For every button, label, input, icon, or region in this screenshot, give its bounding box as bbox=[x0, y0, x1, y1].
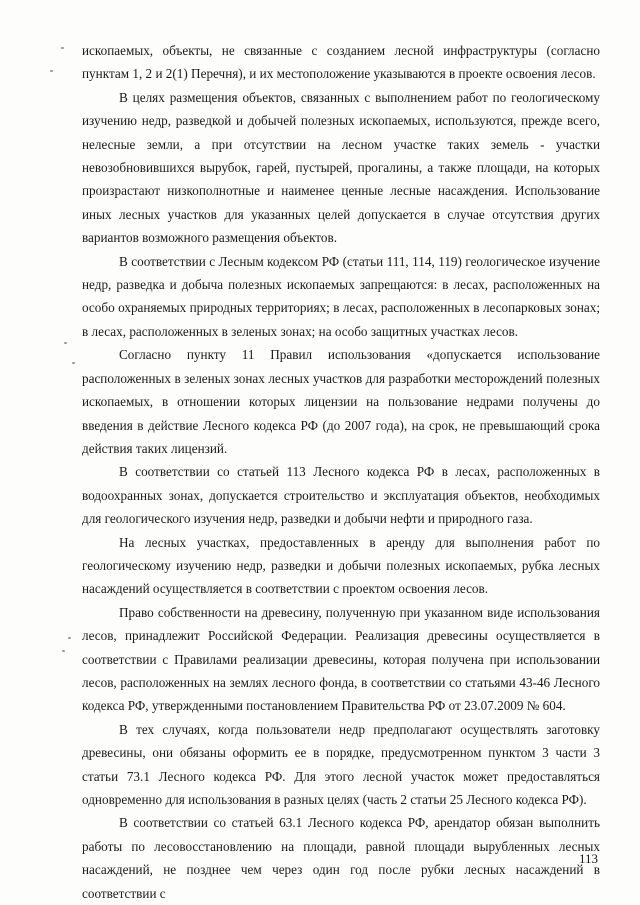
paragraph: В тех случаях, когда пользователи недр предполагают осуществлять заготовку древесины, они обязаны оформить ее в порядке, предусмотренном пунктом 3 части 3 статьи 73.1 Лесного кодекса РФ. Для этого лесной участок может предоставляться одновременно для использования в разных целях (часть 2 статьи 25 Лесного кодекса РФ). bbox=[82, 721, 600, 807]
paragraph: Согласно пункту 11 Правил использования «допускается использование расположенных в зеленых зонах лесных участков для разработки месторождений полезных ископаемых, в отношении которых лицензии на пользование недрами получены до введения в действие Лесного кодекса РФ (до 2007 года), на срок, не превышающий срока действия таких лицензий. bbox=[82, 347, 600, 456]
scan-margin-mark bbox=[64, 342, 67, 344]
paragraph: ископаемых, объекты, не связанные с созданием лесной инфраструктуры (согласно пунктам 1, 2 и 2(1) Перечня), и их местоположение указываются в проекте освоения лесов. bbox=[82, 43, 600, 82]
scan-margin-mark bbox=[72, 362, 75, 364]
document-body bbox=[82, 39, 600, 905]
paragraph: В соответствии с Лесным кодексом РФ (статьи 111, 114, 119) геологическое изучение недр, разведка и добыча полезных ископаемых запрещаются: в лесах, расположенных на особо охраняемых природных территориях; в лесах, расположенных в лесопарковых зонах; в лесах, расположенных в зеленых зонах; на особо защитных участках лесов. bbox=[82, 253, 600, 339]
paragraph: На лесных участках, предоставленных в аренду для выполнения работ по геологическому изучению недр, разведки и добычи полезных ископаемых, рубка лесных насаждений осуществляется в соответствии с проектом освоения лесов. bbox=[82, 534, 600, 597]
paragraph: В соответствии со статьей 63.1 Лесного кодекса РФ, арендатор обязан выполнить работы по лесовосстановлению на площади, равной площади вырубленных лесных насаждений, не позднее чем через один год после рубки лесных насаждений в соответствии с bbox=[82, 815, 600, 901]
paragraph: В целях размещения объектов, связанных с выполнением работ по геологическому изучению недр, разведкой и добычей полезных ископаемых, используются, прежде всего, нелесные земли, а при отсутствии на лесном участке таких земель - участки невозобновившихся вырубок, гарей, пустырей, прогалины, а также площади, на которых произрастают низкополнотные и наименее ценные лесные насаждения. Использование иных лесных участков для указанных целей допускается в случае отсутствия других вариантов возможного размещения объектов. bbox=[82, 89, 600, 246]
paragraph: В соответствии со статьей 113 Лесного кодекса РФ в лесах, расположенных в водоохранных зонах, допускается строительство и эксплуатация объектов, необходимых для геологического изучения недр, разведки и добычи нефти и природного газа. bbox=[82, 464, 600, 527]
paragraph: Право собственности на древесину, полученную при указанном виде использования лесов, принадлежит Российской Федерации. Реализация древесины осуществляется в соответствии с Правилами реализации древесины, которая получена при использовании лесов, расположенных на землях лесного фонда, в соответствии со статьями 43-46 Лесного кодекса РФ, утвержденными постановлением Правительства РФ от 23.07.2009 № 604. bbox=[82, 604, 600, 714]
scan-margin-mark bbox=[62, 650, 65, 652]
scan-margin-mark bbox=[50, 70, 53, 72]
scan-margin-mark bbox=[61, 47, 64, 49]
scan-margin-mark bbox=[68, 637, 71, 639]
page-number: 113 bbox=[578, 851, 598, 866]
